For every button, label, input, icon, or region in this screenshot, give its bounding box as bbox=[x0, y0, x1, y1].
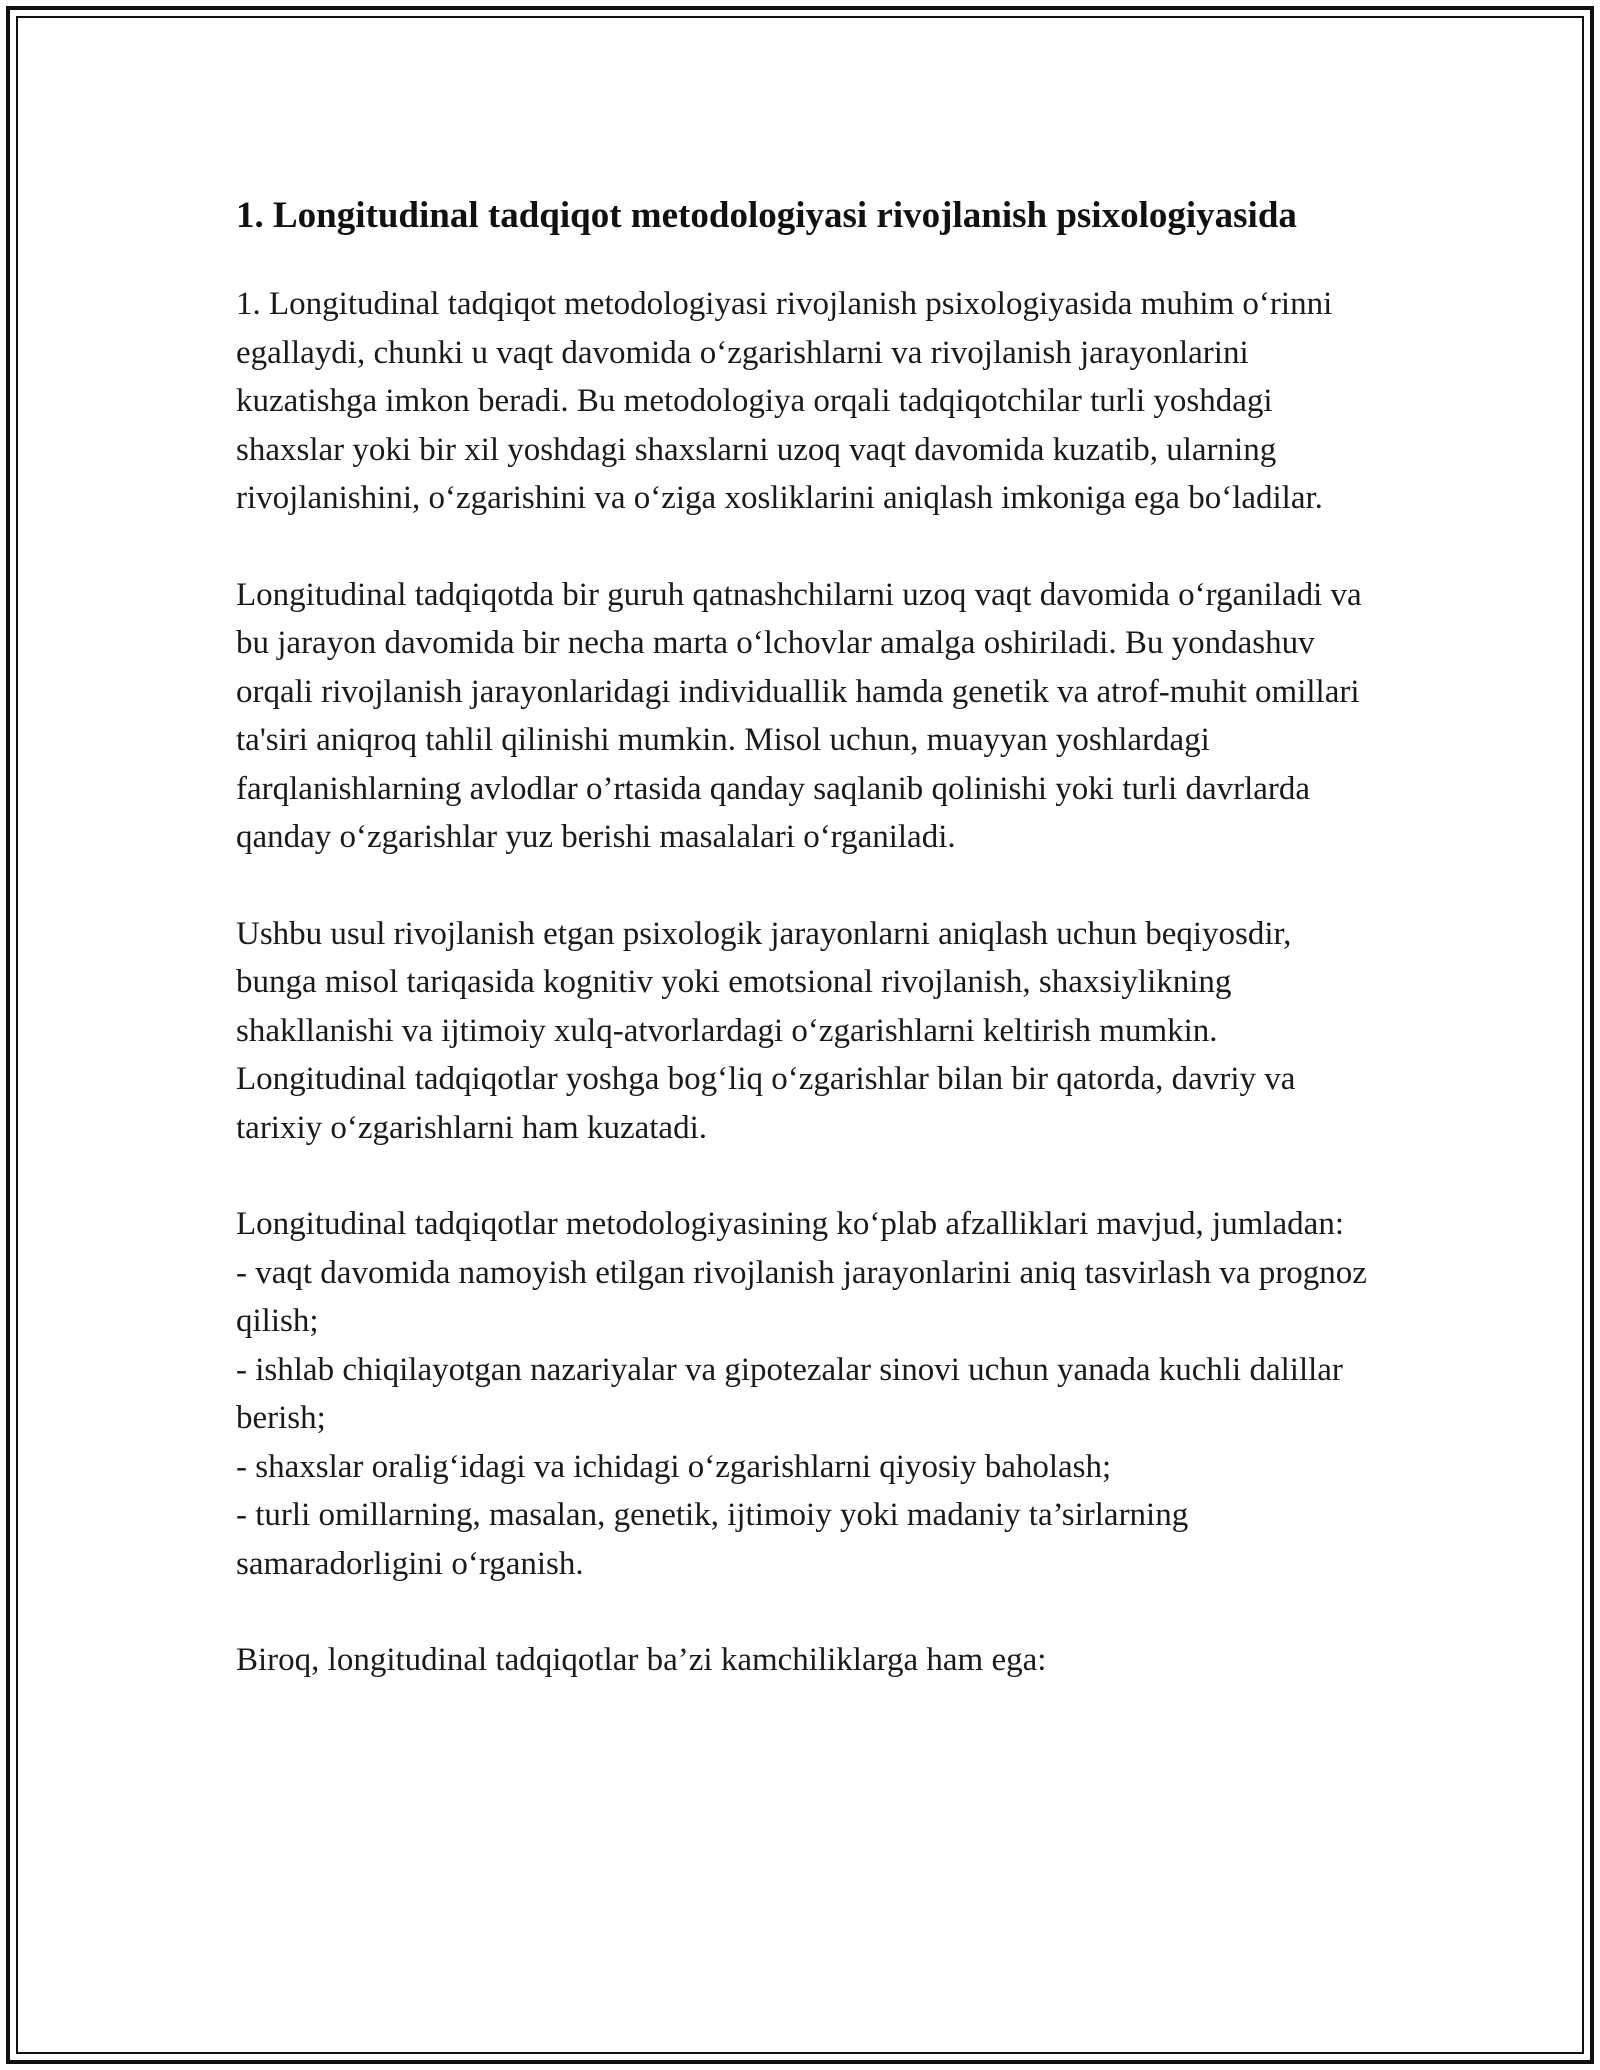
paragraph-2: Longitudinal tadqiqotda bir guruh qatnashchilarni uzoq vaqt davomida o‘rganiladi va bu jarayon davomida bir necha marta o‘lchovlar amalga oshiriladi. Bu yondashuv orqali rivojlanish jarayonlaridagi individuallik hamda genetik va atrof-muhit omillari ta'siri aniqroq tahlil qilinishi mumkin. Misol uchun, muayyan yoshlardagi farqlanishlarning avlodlar o’rtasida qanday saqlanib qolinishi yoki turli davrlarda qanday o‘zgarishlar yuz berishi masalalari o‘rganiladi. bbox=[236, 576, 1362, 855]
closing-paragraph: Biroq, longitudinal tadqiqotlar ba’zi kamchiliklarga ham ega: bbox=[236, 1642, 1047, 1678]
list-item: - turli omillarning, masalan, genetik, ijtimoiy yoki madaniy ta’sirlarning samaradorligini o‘rganish. bbox=[236, 1497, 1189, 1582]
advantages-list bbox=[236, 1249, 1376, 1589]
list-item: - vaqt davomida namoyish etilgan rivojlanish jarayonlarini aniq tasvirlash va prognoz qilish; bbox=[236, 1254, 1367, 1339]
list-item: - ishlab chiqilayotgan nazariyalar va gipotezalar sinovi uchun yanada kuchli dalillar berish; bbox=[236, 1351, 1343, 1436]
document-body bbox=[236, 188, 1376, 1733]
list-intro: Longitudinal tadqiqotlar metodologiyasining ko‘plab afzalliklari mavjud, jumladan: bbox=[236, 1206, 1344, 1242]
paragraph-3: Ushbu usul rivojlanish etgan psixologik jarayonlarni aniqlash uchun beqiyosdir, bunga misol tariqasida kognitiv yoki emotsional rivojlanish, shaxsiylikning shakllanishi va ijtimoiy xulq-atvorlardagi o‘zgarishlarni keltirish mumkin. Longitudinal tadqiqotlar yoshga bog‘liq o‘zgarishlar bilan bir qatorda, davriy va tarixiy o‘zgarishlarni ham kuzatadi. bbox=[236, 915, 1296, 1146]
list-item: - shaxslar oralig‘idagi va ichidagi o‘zgarishlarni qiyosiy baholash; bbox=[236, 1448, 1112, 1485]
paragraph-1: 1. Longitudinal tadqiqot metodologiyasi rivojlanish psixologiyasida muhim o‘rinni egallaydi, chunki u vaqt davomida o‘zgarishlarni va rivojlanish jarayonlarini kuzatishga imkon beradi. Bu metodologiya orqali tadqiqotchilar turli yoshdagi shaxslar yoki bir xil yoshdagi shaxslarni uzoq vaqt davomida kuzatib, ularning rivojlanishini, o‘zgarishini va o‘ziga xosliklarini aniqlash imkoniga ega bo‘ladilar. bbox=[236, 286, 1333, 516]
document-title: 1. Longitudinal tadqiqot metodologiyasi rivojlanish psixologiyasida bbox=[236, 195, 1297, 236]
